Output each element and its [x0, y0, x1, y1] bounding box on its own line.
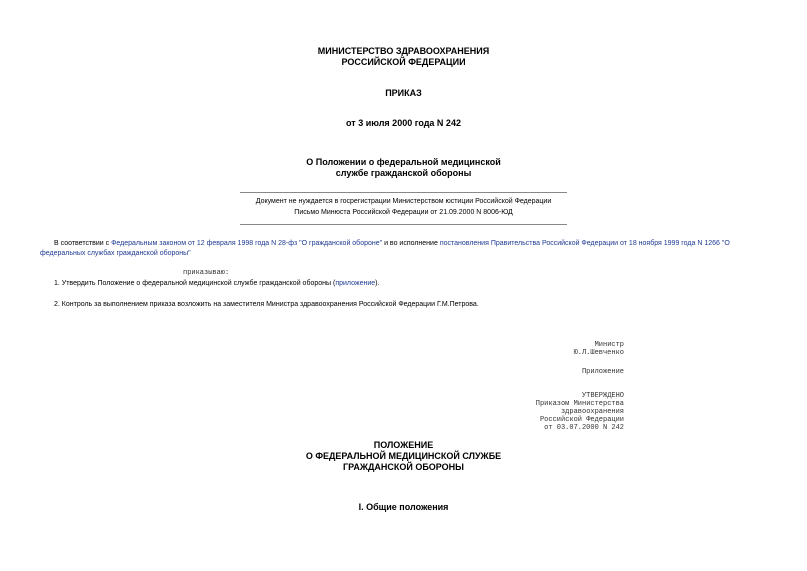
preamble-middle: и во исполнение	[382, 240, 440, 247]
order-item-2: 2. Контроль за выполнением приказа возложить на заместителя Министра здравоохранения Российской Федерации Г.М.Петрова.	[54, 301, 479, 308]
government-resolution-link[interactable]: постановления Правительства Российской Федерации от 18 ноября 1999 года N 1266 "О федеральных службах гражданской обороны"	[40, 240, 730, 257]
approval-line5: от 03.07.2000 N 242	[544, 424, 624, 432]
divider-bottom	[240, 224, 567, 225]
preamble-paragraph	[40, 239, 770, 259]
approval-line3: здравоохранения	[560, 408, 624, 416]
signature-position: Министр	[594, 341, 624, 349]
section-title: I. Общие положения	[358, 502, 449, 512]
registration-notice-line1: Документ не нуждается в госрегистрации Министерством юстиции Российской Федерации	[255, 198, 552, 205]
approval-line4: Российской Федерации	[539, 416, 624, 424]
registration-notice-line2: Письмо Минюста Российской Федерации от 21.09.2000 N 8006-ЮД	[294, 209, 513, 216]
ministry-name-line2: РОССИЙСКОЙ ФЕДЕРАЦИИ	[341, 57, 466, 67]
document-type: ПРИКАЗ	[385, 88, 422, 98]
document-title-line1: О Положении о федеральной медицинской	[306, 157, 501, 167]
regulation-title-line3: ГРАЖДАНСКОЙ ОБОРОНЫ	[343, 462, 464, 472]
document-title-line2: службе гражданской обороны	[335, 168, 472, 178]
preamble-prefix: В соответствии с	[54, 240, 112, 247]
order-item-1	[54, 279, 754, 289]
order-word: приказываю:	[183, 269, 230, 277]
approval-line1: УТВЕРЖДЕНО	[581, 392, 624, 400]
approval-line2: Приказом Министерства	[535, 400, 624, 408]
federal-law-link[interactable]: Федеральным законом от 12 февраля 1998 года N 28-фз "О гражданской обороне"	[111, 240, 383, 247]
order-item-1-text: 1. Утвердить Положение о федеральной медицинской службе гражданской обороны (	[54, 280, 336, 287]
divider-top	[240, 192, 567, 193]
appendix-link[interactable]: приложение	[335, 280, 376, 287]
order-item-1-suffix: ).	[375, 280, 380, 287]
regulation-title-line2: О ФЕДЕРАЛЬНОЙ МЕДИЦИНСКОЙ СЛУЖБЕ	[305, 451, 502, 461]
signature-name: Ю.Л.Шевченко	[573, 349, 624, 357]
appendix-label: Приложение	[581, 368, 624, 376]
ministry-name-line1: МИНИСТЕРСТВО ЗДРАВООХРАНЕНИЯ	[317, 46, 490, 56]
document-date-number: от 3 июля 2000 года N 242	[346, 118, 461, 128]
regulation-title-line1: ПОЛОЖЕНИЕ	[373, 440, 434, 450]
